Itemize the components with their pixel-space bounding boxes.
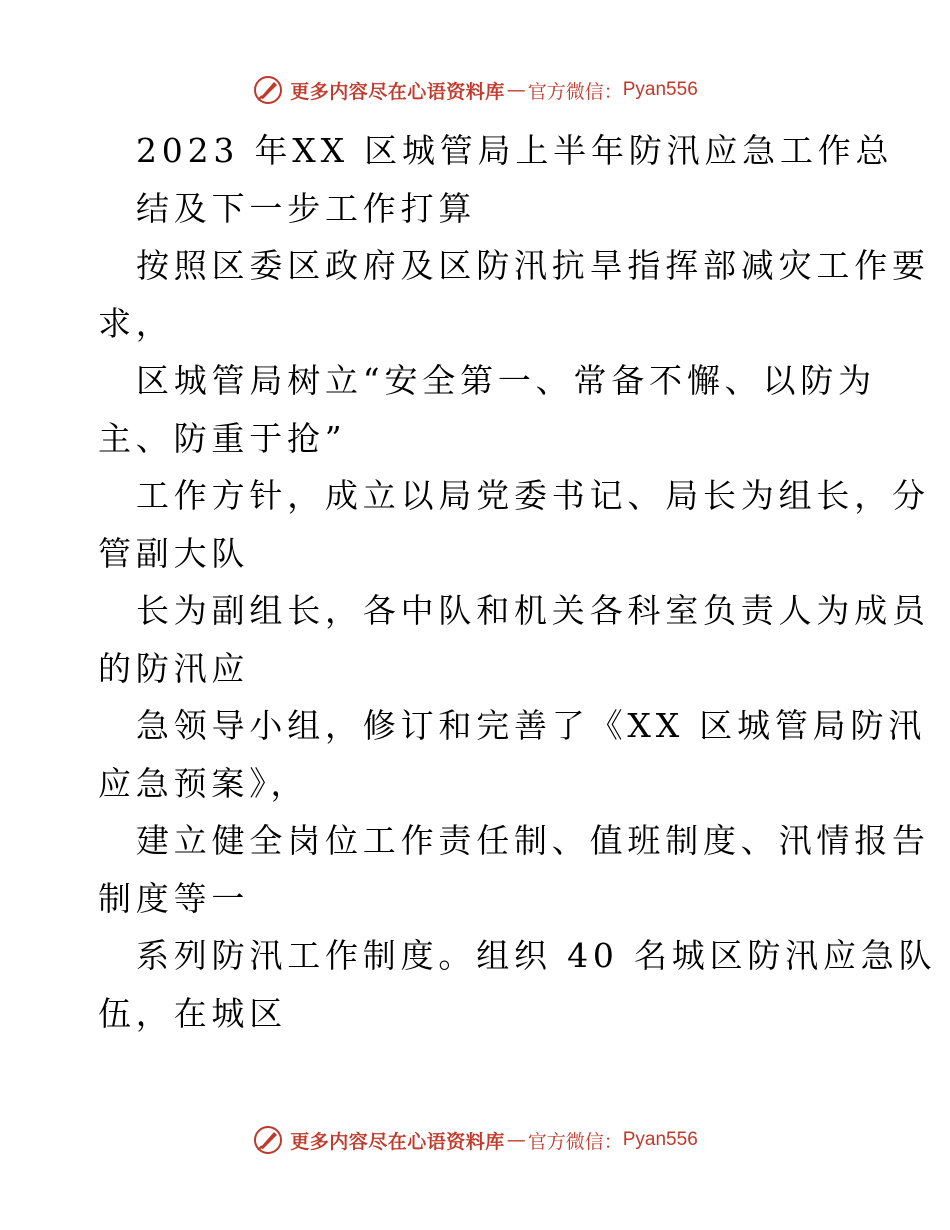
footer-watermark: [0, 1120, 950, 1160]
header-watermark: [0, 70, 950, 110]
paragraph-line: 的防汛应: [98, 648, 250, 688]
paragraph-line: 伍，在城区: [98, 993, 287, 1033]
document-body: [98, 122, 937, 1042]
paragraph-line: 工作方针，成立以局党委书记、局长为组长，分: [136, 476, 930, 515]
watermark-dash: —: [506, 79, 526, 101]
paragraph-line: 主、防重于抢”: [98, 418, 347, 458]
paragraph-line: 建立健全岗位工作责任制、值班制度、汛情报告: [136, 821, 930, 860]
title-line-1: 2023 年XX 区城管局上半年防汛应急工作总: [136, 131, 894, 170]
feather-pen-logo-icon: [252, 1124, 284, 1156]
paragraph-line: 应急预案》，: [98, 763, 309, 803]
paragraph-line: 系列防汛工作制度。组织 40 名城区防汛应急队: [136, 936, 937, 975]
paragraph-line: 长为副组长，各中队和机关各科室负责人为成员: [136, 591, 930, 630]
watermark-text: 更多内容尽在心语资料库: [290, 80, 505, 103]
watermark-handle: Pyan556: [622, 1129, 698, 1150]
paragraph-line: 按照区委区政府及区防汛抗旱指挥部减灾工作要: [136, 246, 930, 285]
watermark-official: 官方微信：: [527, 80, 623, 103]
paragraph-line: 制度等一: [98, 878, 250, 918]
paragraph-line: 区城管局树立“安全第一、常备不懈、以防为: [136, 361, 876, 400]
paragraph-line: 急领导小组，修订和完善了《XX 区城管局防汛: [136, 706, 927, 745]
feather-pen-logo-icon: [252, 74, 284, 106]
watermark-text: 更多内容尽在心语资料库: [290, 1130, 505, 1153]
paragraph-line: 管副大队: [98, 533, 250, 573]
watermark-dash: —: [506, 1129, 526, 1151]
title-line-2: 结及下一步工作打算: [136, 188, 477, 228]
paragraph-line: 求，: [98, 303, 174, 343]
watermark-handle: Pyan556: [622, 79, 698, 100]
watermark-official: 官方微信：: [527, 1130, 623, 1153]
